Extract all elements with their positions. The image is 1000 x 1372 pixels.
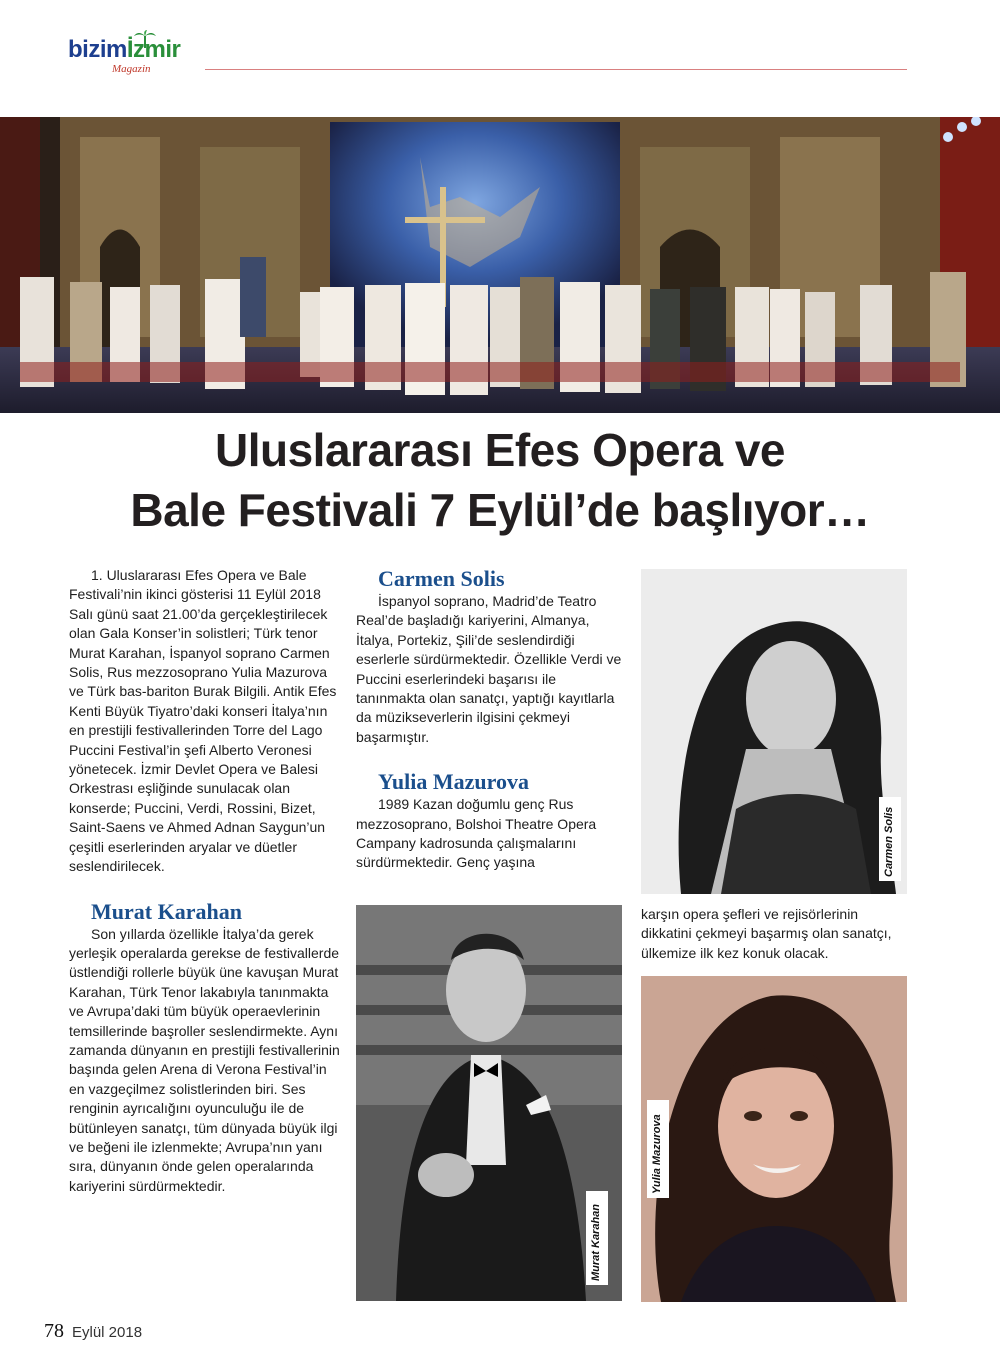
yulia-mazurova-paragraph-continued: karşın opera şefleri ve rejisörlerinin dikkatini çekmeyi başarmış olan sanatçı, ülkemize ilk kez konuk olacak. xyxy=(641,906,892,961)
murat-karahan-paragraph: Son yıllarda özellikle İtalya’da gerek yerleşik operalarda gerekse de festivallerde üstlendiği rollerle büyük üne kavuşan Murat Karahan, Türk Tenor lakabıyla tanınmakta ve Avrupa’daki tüm büyük operaevlerinin temsillerinde başroller seslendirmekte. Aynı zamanda dünyanın en prestijli festivallerinin başında gelen Arena di Verona Festival’in en vazgeçilmez solistlerinden biri. Ses renginin ayrıcalığını oyunculuğu ile de bütünleyen sanatçı, tüm dünyada büyük ilgi ve beğeni ile izlenmekte; Avrupa’nın yanı sıra, dünyanın önde gelen operalarında kariyerini sürdürmektedir. xyxy=(69,925,340,1194)
article-title-line-1: Uluslararası Efes Opera ve xyxy=(215,424,785,476)
article-title-line-2: Bale Festivali 7 Eylül’de başlıyor… xyxy=(130,484,870,536)
article-column-3-continuation xyxy=(641,905,907,963)
intro-paragraph: 1. Uluslararası Efes Opera ve Bale Festivali’nin ikinci gösterisi 11 Eylül 2018 Salı günü saat 21.00’da gerçekleştirilecek olan Gala Konser’in solistleri; Türk tenor Murat Karahan, İspanyol soprano Carmen Solis, Rus mezzosoprano Yulia Mazurova ve Türk bas-bariton Burak Bilgili. Antik Efes Kenti Büyük Tiyatro’daki konseri İtalya’nın en prestijli festivallerinden Torre del Lago Puccini Festival’in şefi Alberto Veronesi yönetecek. İzmir Devlet Opera ve Balesi Orkestrası eşliğinde sunulacak olan konserde; Puccini, Verdi, Rossini, Bizet, Saint-Saens ve Ahmed Adnan Saygun’un çeşitli eserlerinden aryalar ve düetler seslendirilecek. xyxy=(69,567,337,875)
article-title xyxy=(40,420,960,540)
logo-wordmark xyxy=(68,36,180,64)
heading-yulia-mazurova: Yulia Mazurova xyxy=(378,769,529,795)
yulia-mazurova-paragraph: 1989 Kazan doğumlu genç Rus mezzosoprano, Bolshoi Theatre Opera Campany kadrosunda çalışmalarını sürdürmektedir. Genç yaşına xyxy=(356,796,597,871)
photo-credit-carmen: Carmen Solis xyxy=(883,806,895,877)
header-rule xyxy=(205,69,907,70)
article-column-2 xyxy=(356,566,624,873)
magazine-logo xyxy=(68,36,208,80)
portrait-illustration xyxy=(356,905,622,1301)
page-number: 78 xyxy=(44,1320,64,1342)
column-spacer xyxy=(356,747,624,769)
murat-karahan-photo xyxy=(356,905,622,1301)
palm-icon xyxy=(134,30,156,48)
article-column-1 xyxy=(69,566,341,1196)
logo-word-bizim: bizim xyxy=(68,36,127,63)
carmen-solis-paragraph: İspanyol soprano, Madrid’de Teatro Real’de başladığı kariyerini, Almanya, İtalya, Portekiz, Şili’de seslendirdiği eserlerle sürdürmektedir. Özellikle Verdi ve Puccini eserlerindeki başarısı ile tanınmakta olan sanatçı, yaptığı kayıtlarla da müzikseverlerin ilgisini çekmeyi başarmıştır. xyxy=(356,593,622,745)
heading-murat-karahan: Murat Karahan xyxy=(91,898,242,924)
issue-date: Eylül 2018 xyxy=(72,1324,143,1341)
photo-credit-murat: Murat Karahan xyxy=(590,1203,602,1281)
yulia-mazurova-photo xyxy=(641,976,907,1302)
hero-stage-photo xyxy=(0,117,1000,413)
logo-subtitle: Magazin xyxy=(112,63,151,75)
stage-illustration xyxy=(0,117,1000,413)
logo-word-izmir: İzmir xyxy=(126,36,181,63)
heading-carmen-solis: Carmen Solis xyxy=(378,566,505,591)
portrait-illustration xyxy=(641,976,907,1302)
photo-credit-yulia: Yulia Mazurova xyxy=(651,1114,663,1194)
column-spacer xyxy=(69,877,341,899)
portrait-illustration xyxy=(641,569,907,894)
carmen-solis-photo xyxy=(641,569,907,894)
